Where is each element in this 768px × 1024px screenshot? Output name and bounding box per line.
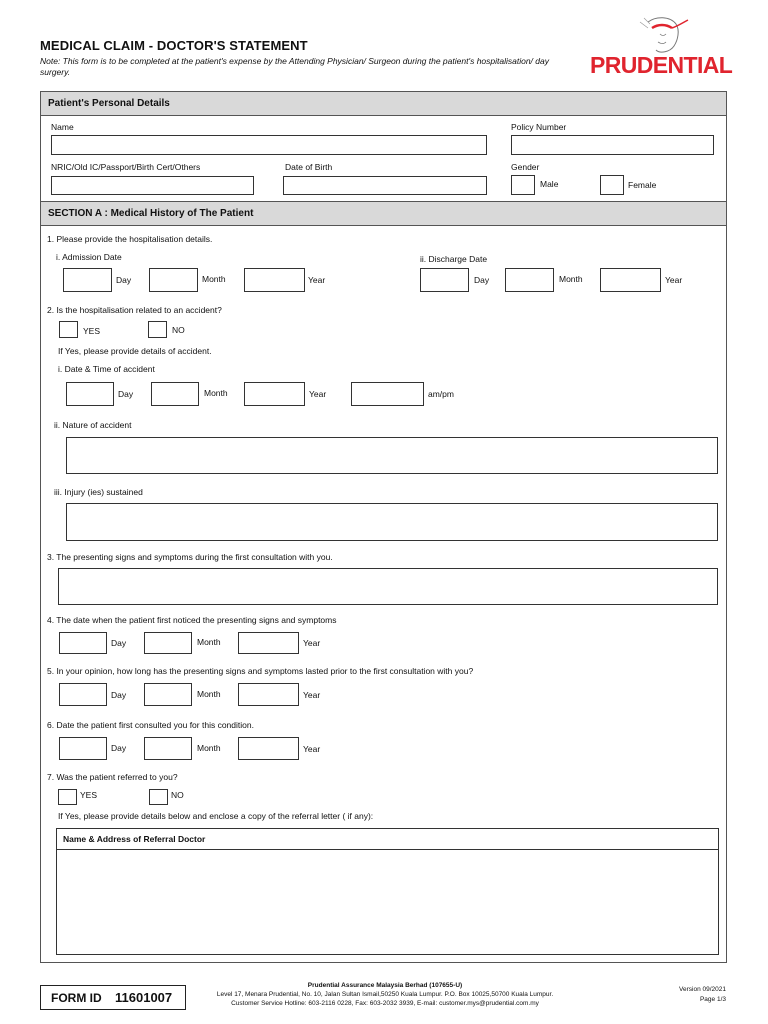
accident-month-label: Month	[204, 388, 228, 398]
form-title: MEDICAL CLAIM - DOCTOR'S STATEMENT	[40, 38, 308, 53]
question-6: 6. Date the patient first consulted you for this condition.	[47, 720, 254, 730]
ampm-label: am/pm	[428, 389, 454, 399]
duration-year-field[interactable]	[238, 683, 299, 706]
dob-label: Date of Birth	[285, 162, 333, 172]
company-name: Prudential Assurance Malaysia Berhad (107655-U)	[307, 982, 463, 989]
admission-date-label: i. Admission Date	[56, 252, 122, 262]
discharge-year-label: Year	[665, 275, 683, 285]
referred-no-label: NO	[171, 790, 184, 800]
form-note: Note: This form is to be completed at the patient's expense by the Attending Physician/ Surgeon during the patient's hospitalisation/ day surgery.	[40, 56, 549, 77]
accident-details-instruction: If Yes, please provide details of accident.	[58, 346, 212, 356]
noticed-month-label: Month	[197, 637, 221, 647]
company-contact: Customer Service Hotline: 603-2116 0228, Fax: 603-2032 3939, E-mail: customer.mys@prudential.com.my	[231, 1000, 539, 1007]
nric-label: NRIC/Old IC/Passport/Birth Cert/Others	[51, 162, 201, 172]
referred-no-checkbox[interactable]	[149, 789, 168, 805]
referred-yes-label: YES	[80, 790, 98, 800]
consulted-day-field[interactable]	[59, 737, 107, 760]
injury-sustained-field[interactable]	[66, 503, 718, 541]
question-4: 4. The date when the patient first noticed the presenting signs and symptoms	[47, 615, 337, 625]
accident-day-field[interactable]	[66, 382, 114, 406]
nature-of-accident-field[interactable]	[66, 437, 718, 474]
question-1: 1. Please provide the hospitalisation details.	[47, 234, 213, 244]
gender-female-label: Female	[628, 180, 657, 190]
form-id-label: FORM ID	[51, 991, 102, 1005]
gender-female-checkbox[interactable]	[600, 175, 624, 195]
noticed-day-field[interactable]	[59, 632, 107, 654]
discharge-day-field[interactable]	[420, 268, 469, 292]
discharge-day-label: Day	[474, 275, 490, 285]
page-number: Page 1/3	[699, 996, 726, 1003]
discharge-month-field[interactable]	[505, 268, 554, 292]
duration-day-field[interactable]	[59, 683, 107, 706]
logo-text: PRUDENTIAL	[590, 52, 733, 78]
accident-year-label: Year	[309, 389, 327, 399]
accident-yes-checkbox[interactable]	[59, 321, 78, 338]
accident-month-field[interactable]	[151, 382, 199, 406]
admission-day-label: Day	[116, 275, 132, 285]
gender-label: Gender	[511, 162, 540, 172]
question-2: 2. Is the hospitalisation related to an accident?	[47, 305, 222, 315]
duration-year-label: Year	[303, 690, 321, 700]
symptoms-field[interactable]	[58, 568, 718, 605]
noticed-year-label: Year	[303, 638, 321, 648]
admission-year-label: Year	[308, 275, 326, 285]
dob-field[interactable]	[283, 176, 487, 195]
accident-year-field[interactable]	[244, 382, 305, 406]
admission-year-field[interactable]	[244, 268, 305, 292]
gender-male-checkbox[interactable]	[511, 175, 535, 195]
injury-sustained-label: iii. Injury (ies) sustained	[54, 487, 143, 497]
nature-of-accident-label: ii. Nature of accident	[54, 420, 132, 430]
discharge-month-label: Month	[559, 274, 583, 284]
form-id-number: 11601007	[115, 990, 173, 1005]
referred-yes-checkbox[interactable]	[58, 789, 77, 805]
discharge-date-label: ii. Discharge Date	[420, 254, 488, 264]
admission-month-label: Month	[202, 274, 226, 284]
duration-month-field[interactable]	[144, 683, 192, 706]
noticed-month-field[interactable]	[144, 632, 192, 654]
accident-datetime-label: i. Date & Time of accident	[58, 364, 155, 374]
prudential-logo	[590, 14, 733, 80]
question-7: 7. Was the patient referred to you?	[47, 772, 178, 782]
discharge-year-field[interactable]	[600, 268, 661, 292]
question-3: 3. The presenting signs and symptoms during the first consultation with you.	[47, 552, 333, 562]
consulted-day-label: Day	[111, 743, 127, 753]
form-version: Version 09/2021	[679, 986, 726, 993]
lady-head-icon	[630, 14, 690, 56]
policy-number-label: Policy Number	[511, 122, 567, 132]
form-id-box	[40, 985, 186, 1010]
duration-day-label: Day	[111, 690, 127, 700]
policy-number-field[interactable]	[511, 135, 714, 155]
referral-doctor-field[interactable]	[56, 849, 719, 955]
consulted-month-label: Month	[197, 743, 221, 753]
personal-details-heading: Patient's Personal Details	[40, 91, 727, 116]
referral-doctor-heading: Name & Address of Referral Doctor	[56, 828, 719, 850]
noticed-day-label: Day	[111, 638, 127, 648]
admission-day-field[interactable]	[63, 268, 112, 292]
consulted-month-field[interactable]	[144, 737, 192, 760]
accident-no-label: NO	[172, 325, 185, 335]
company-address: Level 17, Menara Prudential, No. 10, Jalan Sultan Ismail,50250 Kuala Lumpur. P.O. Box 10025,50700 Kuala Lumpur.	[216, 991, 554, 998]
accident-day-label: Day	[118, 389, 134, 399]
question-5: 5. In your opinion, how long has the presenting signs and symptoms lasted prior to the first consultation with you?	[47, 666, 474, 676]
noticed-year-field[interactable]	[238, 632, 299, 654]
nric-field[interactable]	[51, 176, 254, 195]
referral-instruction: If Yes, please provide details below and enclose a copy of the referral letter ( if any):	[58, 811, 374, 821]
accident-time-field[interactable]	[351, 382, 424, 406]
accident-yes-label: YES	[83, 326, 101, 336]
duration-month-label: Month	[197, 689, 221, 699]
name-label: Name	[51, 122, 74, 132]
gender-male-label: Male	[540, 179, 559, 189]
admission-month-field[interactable]	[149, 268, 198, 292]
accident-no-checkbox[interactable]	[148, 321, 167, 338]
consulted-year-label: Year	[303, 744, 321, 754]
consulted-year-field[interactable]	[238, 737, 299, 760]
name-field[interactable]	[51, 135, 487, 155]
section-a-heading: SECTION A : Medical History of The Patient	[40, 201, 727, 226]
